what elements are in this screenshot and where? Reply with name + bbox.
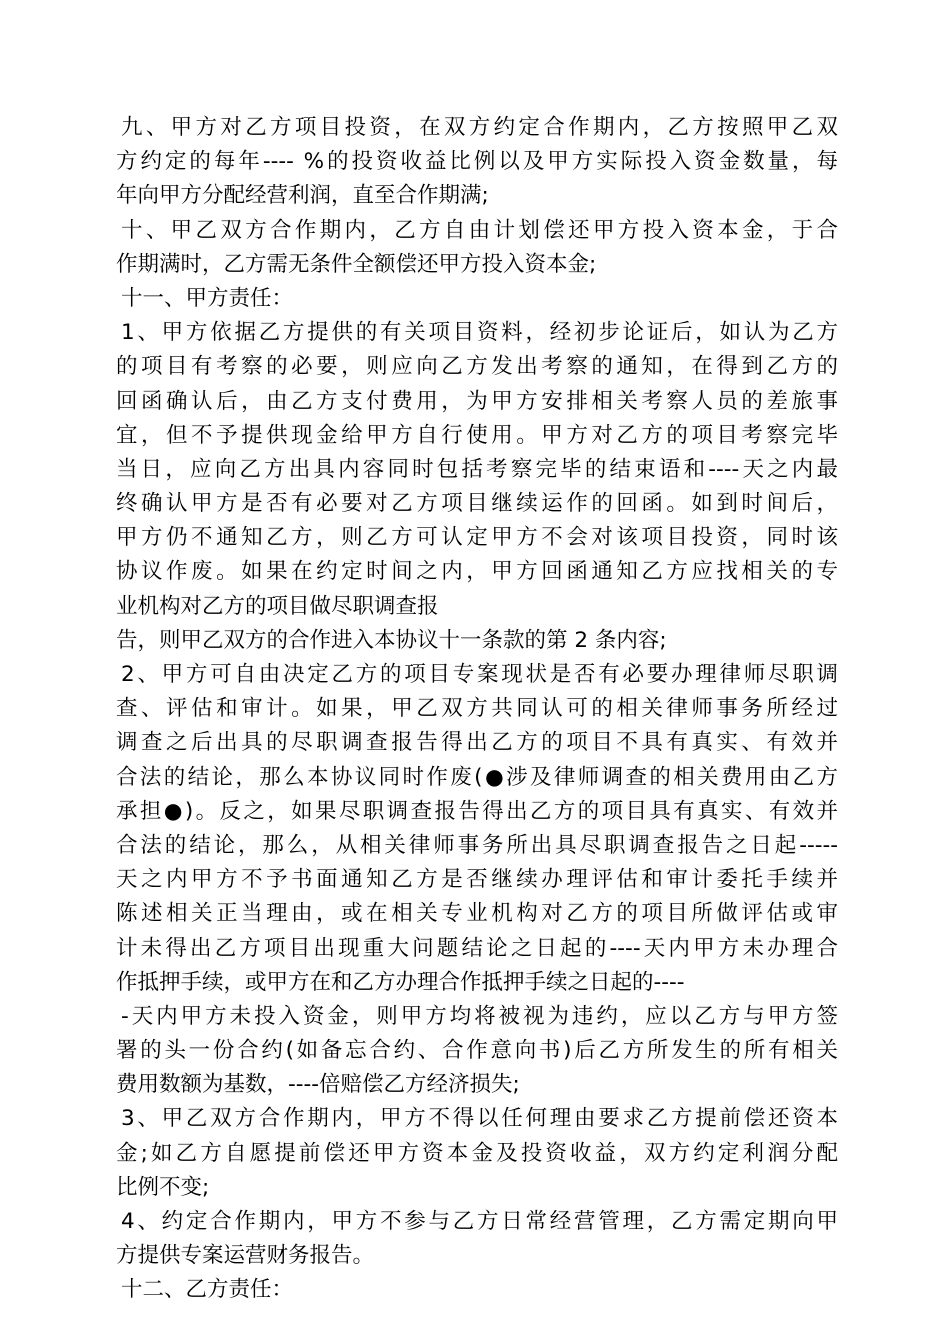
- document-line: 金;如乙方自愿提前偿还甲方资本金及投资收益，双方约定利润分配: [116, 1140, 838, 1166]
- document-line: 作抵押手续，或甲方在和乙方办理合作抵押手续之日起的----: [116, 969, 685, 995]
- document-line: 承担●)。反之，如果尽职调查报告得出乙方的项目具有真实、有效并: [116, 798, 838, 824]
- document-line: 查、评估和审计。如果，甲乙双方共同认可的相关律师事务所经过: [116, 696, 838, 722]
- document-line: 调查之后出具的尽职调查报告得出乙方的项目不具有真实、有效并: [116, 730, 838, 756]
- document-line: 告，则甲乙双方的合作进入本协议十一条款的第 2 条内容;: [116, 627, 667, 653]
- document-line: -天内甲方未投入资金，则甲方均将被视为违约，应以乙方与甲方签: [121, 1003, 838, 1029]
- document-line: 署的头一份合约(如备忘合约、合作意向书)后乙方所发生的所有相关: [116, 1038, 838, 1064]
- document-line: 当日，应向乙方出具内容同时包括考察完毕的结束语和----天之内最: [116, 456, 838, 482]
- document-line: 年向甲方分配经营利润，直至合作期满;: [116, 183, 489, 209]
- document-line: 3、甲乙双方合作期内，甲方不得以任何理由要求乙方提前偿还资本: [121, 1106, 838, 1132]
- document-line: 协议作废。如果在约定时间之内，甲方回函通知乙方应找相关的专: [116, 559, 838, 585]
- document-line: 合法的结论，那么本协议同时作废(●涉及律师调查的相关费用由乙方: [116, 764, 838, 790]
- document-line: 甲方仍不通知乙方，则乙方可认定甲方不会对该项目投资，同时该: [116, 525, 838, 551]
- document-line: 方提供专案运营财务报告。: [116, 1243, 375, 1269]
- document-line: 天之内甲方不予书面通知乙方是否继续办理评估和审计委托手续并: [116, 867, 838, 893]
- document-line: 回函确认后，由乙方支付费用，为甲方安排相关考察人员的差旅事: [116, 388, 838, 414]
- document-line: 合法的结论，那么，从相关律师事务所出具尽职调查报告之日起-----: [116, 832, 838, 858]
- document-line: 作期满时，乙方需无条件全额偿还甲方投入资本金;: [116, 251, 597, 277]
- document-line: 九、甲方对乙方项目投资，在双方约定合作期内，乙方按照甲乙双: [121, 115, 838, 140]
- document-line: 1、甲方依据乙方提供的有关项目资料，经初步论证后，如认为乙方: [121, 320, 838, 346]
- document-line: 陈述相关正当理由，或在相关专业机构对乙方的项目所做评估或审: [116, 901, 838, 927]
- document-line: 终确认甲方是否有必要对乙方项目继续运作的回函。如到时间后，: [116, 491, 838, 517]
- document-line: 2、甲方可自由决定乙方的项目专案现状是否有必要办理律师尽职调: [121, 662, 838, 687]
- document-body: [116, 111, 838, 1308]
- document-line: 费用数额为基数，----倍赔偿乙方经济损失;: [116, 1072, 520, 1098]
- document-line: 方约定的每年---- %的投资收益比例以及甲方实际投入资金数量，每: [116, 149, 838, 175]
- document-line: 业机构对乙方的项目做尽职调查报: [116, 593, 439, 619]
- document-line: 十、甲乙双方合作期内，乙方自由计划偿还甲方投入资本金，于合: [121, 217, 838, 243]
- document-line: 的项目有考察的必要，则应向乙方发出考察的通知，在得到乙方的: [116, 354, 838, 380]
- document-line: 4、约定合作期内，甲方不参与乙方日常经营管理，乙方需定期向甲: [121, 1209, 838, 1234]
- document-line: 计未得出乙方项目出现重大问题结论之日起的----天内甲方未办理合: [116, 935, 838, 961]
- document-line: 十一、甲方责任：: [121, 285, 294, 311]
- document-line: 比例不变;: [116, 1174, 210, 1200]
- document-line: 十二、乙方责任：: [121, 1277, 294, 1303]
- document-line: 宜，但不予提供现金给甲方自行使用。甲方对乙方的项目考察完毕: [116, 422, 838, 448]
